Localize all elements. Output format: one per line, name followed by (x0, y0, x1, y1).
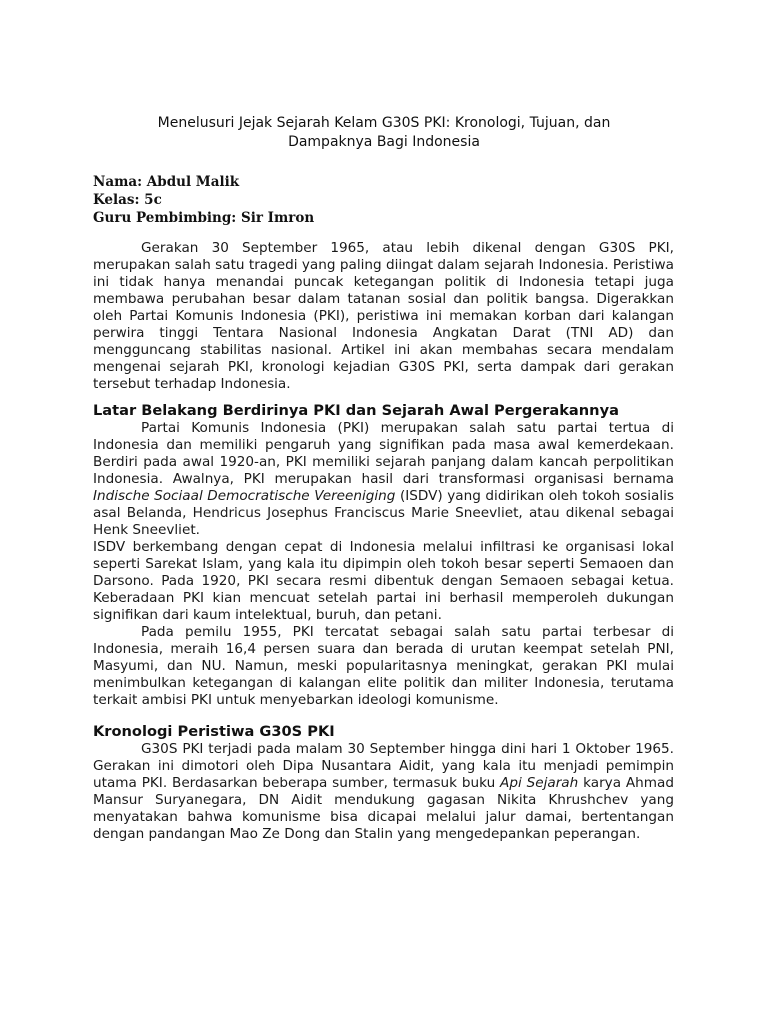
section2-paragraph-1 (93, 741, 674, 843)
section-heading-latar-belakang: Latar Belakang Berdirinya PKI dan Sejarah Awal Pergerakannya (93, 402, 619, 419)
document-body (93, 240, 674, 843)
section1-p1-italic-term: Indische Sociaal Democratische Vereeniging (93, 488, 396, 504)
student-info (93, 173, 314, 227)
section2-p1-italic-book-title: Api Sejarah (500, 775, 579, 791)
section1-paragraph-3: Pada pemilu 1955, PKI tercatat sebagai salah satu partai terbesar di Indonesia, meraih 16,4 persen suara dan berada di urutan keempat setelah PNI, Masyumi, dan NU. Namun, meski popularitasnya meningkat, gerakan PKI mulai menimbulkan ketegangan di kalangan elite politik dan militer Indonesia, terutama terkait ambisi PKI untuk menyebarkan ideologi komunisme. (93, 624, 674, 708)
section2-p1-text-a: G30S PKI terjadi pada malam 30 September hingga dini hari 1 Oktober 1965. Gerakan ini dimotori oleh Dipa Nusantara Aidit, yang kala itu menjadi pemimpin utama PKI. Berdasarkan beberapa sumber, termasuk buku (93, 741, 674, 791)
document-title (110, 114, 658, 152)
section-heading-kronologi: Kronologi Peristiwa G30S PKI (93, 723, 335, 740)
section1-paragraph-1 (93, 420, 674, 539)
section2-p1-text-b: karya Ahmad Mansur Suryanegara, DN Aidit mendukung gagasan Nikita Khrushchev yang menyatakan bahwa komunisme bisa dicapai melalui jalur damai, bertentangan dengan pandangan Mao Ze Dong dan Stalin yang mengedepankan peperangan. (93, 775, 674, 842)
title-line-1: Menelusuri Jejak Sejarah Kelam G30S PKI: Kronologi, Tujuan, dan (157, 115, 611, 131)
student-class: Kelas: 5c (93, 192, 162, 208)
student-name: Nama: Abdul Malik (93, 174, 240, 190)
intro-paragraph: Gerakan 30 September 1965, atau lebih dikenal dengan G30S PKI, merupakan salah satu tragedi yang paling diingat dalam sejarah Indonesia. Peristiwa ini tidak hanya menandai puncak ketegangan politik di Indonesia tetapi juga membawa perubahan besar dalam tatanan sosial dan politik bangsa. Digerakkan oleh Partai Komunis Indonesia (PKI), peristiwa ini memakan korban dari kalangan perwira tinggi Tentara Nasional Indonesia Angkatan Darat (TNI AD) dan mengguncang stabilitas nasional. Artikel ini akan membahas secara mendalam mengenai sejarah PKI, kronologi kejadian G30S PKI, serta dampak dari gerakan tersebut terhadap Indonesia. (93, 240, 674, 392)
title-line-2: Dampaknya Bagi Indonesia (288, 134, 480, 150)
teacher-name: Guru Pembimbing: Sir Imron (93, 210, 315, 226)
section1-paragraph-2: ISDV berkembang dengan cepat di Indonesia melalui infiltrasi ke organisasi lokal seperti Sarekat Islam, yang kala itu dipimpin oleh tokoh besar seperti Semaoen dan Darsono. Pada 1920, PKI secara resmi dibentuk dengan Semaoen sebagai ketua. Keberadaan PKI kian mencuat setelah partai ini berhasil memperoleh dukungan signifikan dari kaum intelektual, buruh, dan petani. (93, 539, 674, 623)
section1-p1-text-b: (ISDV) yang didirikan oleh tokoh sosialis asal Belanda, Hendricus Josephus Franciscus Marie Sneevliet, atau dikenal sebagai Henk Sneevliet. (93, 488, 675, 538)
section1-p1-text-a: Partai Komunis Indonesia (PKI) merupakan salah satu partai tertua di Indonesia dan memiliki pengaruh yang signifikan pada masa awal kemerdekaan. Berdiri pada awal 1920-an, PKI memiliki sejarah panjang dalam kancah perpolitikan Indonesia. Awalnya, PKI merupakan hasil dari transformasi organisasi bernama (93, 420, 674, 487)
